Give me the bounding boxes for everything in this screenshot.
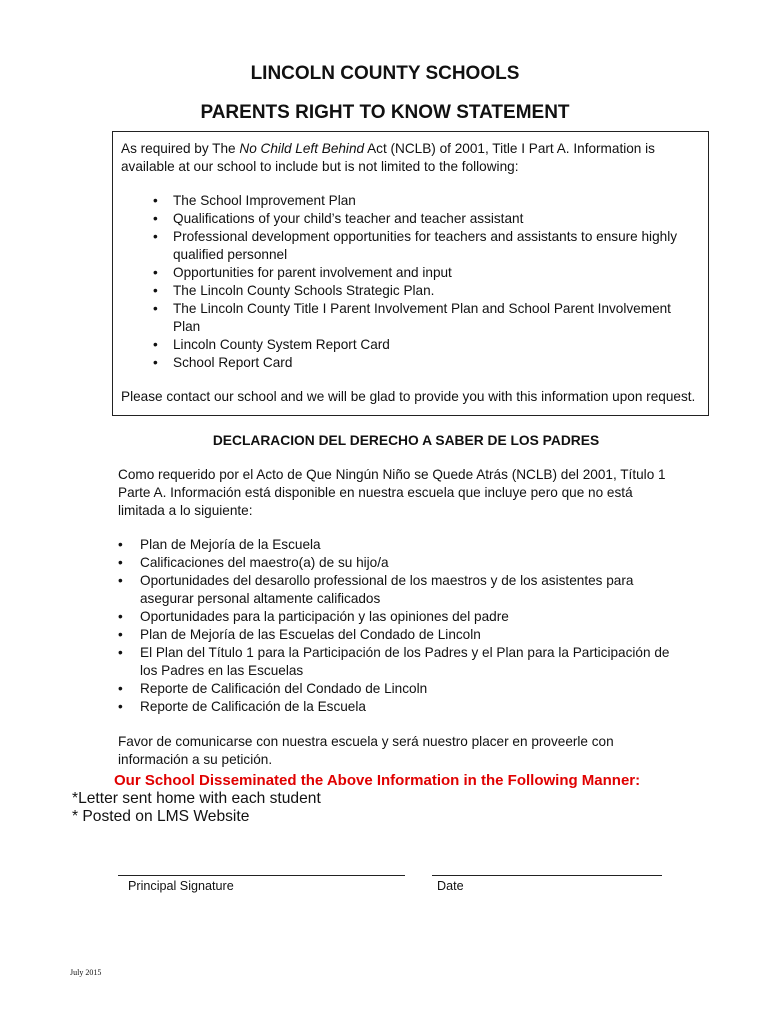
spanish-intro: Como requerido por el Acto de Que Ningún Niño se Quede Atrás (NCLB) del 2001, Título 1 Parte A. Información está disponible en nuestra escuela que incluye pero que no está limitada a lo siguiente: (118, 467, 666, 518)
document-subtitle: PARENTS RIGHT TO KNOW STATEMENT (200, 102, 570, 123)
list-item: • Plan de Mejoría de la Escuela (118, 536, 678, 554)
spanish-statement (118, 466, 678, 769)
spanish-heading: DECLARACION DEL DERECHO A SABER DE LOS PADRES (212, 433, 600, 448)
principal-signature-label: Principal Signature (128, 879, 234, 893)
spanish-items-list (118, 536, 678, 716)
list-item: • Calificaciones del maestro(a) de su hijo/a (118, 554, 678, 572)
list-item: • Reporte de Calificación del Condado de Lincoln (118, 680, 678, 698)
list-item: • The School Improvement Plan (121, 192, 700, 210)
english-items-list (121, 192, 700, 372)
dissemination-method-letter: *Letter sent home with each student (72, 790, 321, 807)
english-closing: Please contact our school and we will be glad to provide you with this information upon request. (121, 389, 696, 404)
list-item: • The Lincoln County Title I Parent Involvement Plan and School Parent Involvement Plan (121, 300, 700, 336)
list-item: • The Lincoln County Schools Strategic Plan. (121, 282, 700, 300)
spanish-closing: Favor de comunicarse con nuestra escuela y será nuestro placer en proveerle con información a su petición. (118, 734, 614, 767)
list-item: • Oportunidades del desarollo professional de los maestros y de los asistentes para asegurar personal altamente calificados (118, 572, 678, 608)
dissemination-method-website: * Posted on LMS Website (72, 808, 250, 825)
list-item: • Lincoln County System Report Card (121, 336, 700, 354)
list-item: • Plan de Mejoría de las Escuelas del Condado de Lincoln (118, 626, 678, 644)
date-signature-line[interactable] (432, 875, 662, 876)
document-title: LINCOLN COUNTY SCHOOLS (250, 63, 520, 84)
list-item: • Professional development opportunities for teachers and assistants to ensure highly qualified personnel (121, 228, 700, 264)
list-item: • El Plan del Título 1 para la Participación de los Padres y el Plan para la Participación de los Padres en las Escuelas (118, 644, 678, 680)
list-item: • School Report Card (121, 354, 700, 372)
english-statement-box (112, 131, 709, 416)
english-intro-start: As required by The (121, 141, 240, 156)
principal-signature-line[interactable] (118, 875, 405, 876)
nclb-act-name: No Child Left Behind (239, 141, 365, 156)
list-item: • Oportunidades para la participación y las opiniones del padre (118, 608, 678, 626)
english-intro-end: Act (NCLB) of 2001, Title I Part A. Information is available at our school to include but is not limited to the following: (121, 141, 655, 174)
date-label: Date (437, 879, 464, 893)
footer-date: July 2015 (70, 968, 102, 977)
dissemination-heading: Our School Disseminated the Above Information in the Following Manner: (114, 772, 641, 789)
list-item: • Reporte de Calificación de la Escuela (118, 698, 678, 716)
list-item: • Qualifications of your child’s teacher and teacher assistant (121, 210, 700, 228)
list-item: • Opportunities for parent involvement and input (121, 264, 700, 282)
english-intro (121, 140, 700, 176)
